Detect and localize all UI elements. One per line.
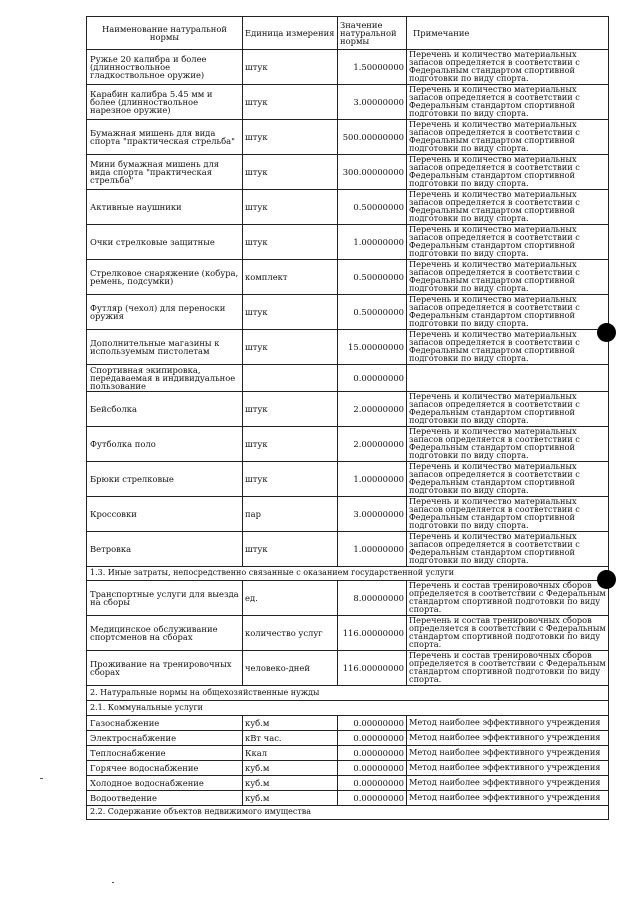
section-row: [87, 701, 609, 716]
table-row: [87, 225, 609, 260]
row-name: Спортивная экипировка, передаваемая в индивидуальное пользование: [87, 365, 243, 392]
row-note: [407, 365, 609, 392]
row-name: Бумажная мишень для вида спорта "практическая стрельба": [87, 120, 243, 155]
table-row: [87, 776, 609, 791]
table-row: [87, 581, 609, 616]
punch-hole-bottom: [597, 570, 616, 589]
row-unit: куб.м: [243, 716, 338, 731]
table-header-row: [87, 17, 609, 50]
row-value: 0.50000000: [338, 260, 407, 295]
row-value: 15.00000000: [338, 330, 407, 365]
table-row: [87, 85, 609, 120]
row-unit: штук: [243, 50, 338, 85]
row-note: Перечень и количество материальных запасов определяется в соответствии с Федеральным стандартом спортивной подготовки по виду спорта.: [407, 50, 609, 85]
row-value: 3.00000000: [338, 497, 407, 532]
row-value: 0.00000000: [338, 746, 407, 761]
table-row: [87, 155, 609, 190]
row-value: 0.00000000: [338, 761, 407, 776]
row-note: Метод наиболее эффективного учреждения: [407, 716, 609, 731]
row-note: Перечень и количество материальных запасов определяется в соответствии с Федеральным стандартом спортивной подготовки по виду спорта.: [407, 427, 609, 462]
row-name: Очки стрелковые защитные: [87, 225, 243, 260]
row-note: Перечень и количество материальных запасов определяется в соответствии с Федеральным стандартом спортивной подготовки по виду спорта.: [407, 497, 609, 532]
row-unit: куб.м: [243, 761, 338, 776]
row-note: Перечень и количество материальных запасов определяется в соответствии с Федеральным стандартом спортивной подготовки по виду спорта.: [407, 392, 609, 427]
row-note: Перечень и количество материальных запасов определяется в соответствии с Федеральным стандартом спортивной подготовки по виду спорта.: [407, 462, 609, 497]
table-row: [87, 330, 609, 365]
row-value: 0.50000000: [338, 190, 407, 225]
row-note: Перечень и количество материальных запасов определяется в соответствии с Федеральным стандартом спортивной подготовки по виду спорта.: [407, 155, 609, 190]
row-note: Метод наиболее эффективного учреждения: [407, 776, 609, 791]
table-row: [87, 120, 609, 155]
row-value: 8.00000000: [338, 581, 407, 616]
row-value: 1.50000000: [338, 50, 407, 85]
row-note: Перечень и количество материальных запасов определяется в соответствии с Федеральным стандартом спортивной подготовки по виду спорта.: [407, 225, 609, 260]
row-value: 0.00000000: [338, 731, 407, 746]
row-value: 1.00000000: [338, 225, 407, 260]
row-unit: пар: [243, 497, 338, 532]
row-name: Мини бумажная мишень для вида спорта "практическая стрельба": [87, 155, 243, 190]
row-unit: количество услуг: [243, 616, 338, 651]
row-name: Водоотведение: [87, 791, 243, 806]
section-row: [87, 567, 609, 581]
row-unit: куб.м: [243, 776, 338, 791]
row-note: Перечень и количество материальных запасов определяется в соответствии с Федеральным стандартом спортивной подготовки по виду спорта.: [407, 190, 609, 225]
row-name: Горячее водоснабжение: [87, 761, 243, 776]
table-row: [87, 731, 609, 746]
row-note: Перечень и состав тренировочных сборов определяется в соответствии с Федеральным стандартом спортивной подготовки по виду спорта.: [407, 651, 609, 686]
row-value: 1.00000000: [338, 462, 407, 497]
table-row: [87, 190, 609, 225]
punch-hole-top: [597, 323, 616, 342]
row-value: 0.00000000: [338, 365, 407, 392]
row-unit: штук: [243, 190, 338, 225]
row-name: Транспортные услуги для выезда на сборы: [87, 581, 243, 616]
row-unit: штук: [243, 225, 338, 260]
row-note: Перечень и состав тренировочных сборов определяется в соответствии с Федеральным стандартом спортивной подготовки по виду спорта.: [407, 581, 609, 616]
row-unit: Ккал: [243, 746, 338, 761]
row-name: Медицинское обслуживание спортсменов на сборах: [87, 616, 243, 651]
scan-speck: [112, 882, 114, 883]
row-unit: штук: [243, 427, 338, 462]
row-unit: человеко-дней: [243, 651, 338, 686]
row-value: 0.00000000: [338, 776, 407, 791]
row-name: Теплоснабжение: [87, 746, 243, 761]
row-value: 2.00000000: [338, 392, 407, 427]
row-name: Ружье 20 калибра и более (длинноствольное гладкоствольное оружие): [87, 50, 243, 85]
row-note: Метод наиболее эффективного учреждения: [407, 791, 609, 806]
row-unit: штук: [243, 155, 338, 190]
row-note: Перечень и количество материальных запасов определяется в соответствии с Федеральным стандартом спортивной подготовки по виду спорта.: [407, 295, 609, 330]
row-note: Перечень и количество материальных запасов определяется в соответствии с Федеральным стандартом спортивной подготовки по виду спорта.: [407, 120, 609, 155]
row-name: Проживание на тренировочных сборах: [87, 651, 243, 686]
table-row: [87, 616, 609, 651]
row-unit: штук: [243, 392, 338, 427]
table-row: [87, 427, 609, 462]
row-value: 0.50000000: [338, 295, 407, 330]
row-unit: штук: [243, 330, 338, 365]
table-row: [87, 651, 609, 686]
header-unit: Единица измерения: [243, 17, 338, 50]
table-row: [87, 462, 609, 497]
section-1-3: 1.3. Иные затраты, непосредственно связанные с оказанием государственной услуги: [87, 567, 609, 581]
row-name: Электроснабжение: [87, 731, 243, 746]
row-unit: штук: [243, 462, 338, 497]
row-note: Перечень и количество материальных запасов определяется в соответствии с Федеральным стандартом спортивной подготовки по виду спорта.: [407, 85, 609, 120]
row-value: 116.00000000: [338, 616, 407, 651]
row-unit: штук: [243, 532, 338, 567]
row-unit: штук: [243, 295, 338, 330]
row-unit: штук: [243, 120, 338, 155]
row-name: Бейсболка: [87, 392, 243, 427]
table-row: [87, 295, 609, 330]
row-name: Карабин калибра 5.45 мм и более (длинноствольное нарезное оружие): [87, 85, 243, 120]
row-note: Метод наиболее эффективного учреждения: [407, 731, 609, 746]
row-name: Газоснабжение: [87, 716, 243, 731]
row-name: Футболка поло: [87, 427, 243, 462]
row-name: Активные наушники: [87, 190, 243, 225]
table-row: [87, 392, 609, 427]
norms-table: [86, 16, 609, 820]
table-row: [87, 716, 609, 731]
row-note: Метод наиболее эффективного учреждения: [407, 746, 609, 761]
table-row: [87, 761, 609, 776]
section-2: 2. Натуральные нормы на общехозяйственные нужды: [87, 686, 609, 701]
row-value: 3.00000000: [338, 85, 407, 120]
section-2-1: 2.1. Коммунальные услуги: [87, 701, 609, 716]
section-row: [87, 806, 609, 820]
row-name: Стрелковое снаряжение (кобура, ремень, подсумки): [87, 260, 243, 295]
table-row: [87, 746, 609, 761]
table-row: [87, 497, 609, 532]
row-value: 116.00000000: [338, 651, 407, 686]
table-row: [87, 260, 609, 295]
section-2-2: 2.2. Содержание объектов недвижимого имущества: [87, 806, 609, 820]
row-unit: куб.м: [243, 791, 338, 806]
table-row: [87, 50, 609, 85]
section-row: [87, 686, 609, 701]
table-row: [87, 791, 609, 806]
header-value: Значение натуральной нормы: [338, 17, 407, 50]
row-value: 1.00000000: [338, 532, 407, 567]
row-value: 0.00000000: [338, 716, 407, 731]
header-name: Наименование натуральной нормы: [87, 17, 243, 50]
row-unit: кВт час.: [243, 731, 338, 746]
row-name: Футляр (чехол) для переноски оружия: [87, 295, 243, 330]
row-value: 500.00000000: [338, 120, 407, 155]
row-value: 2.00000000: [338, 427, 407, 462]
row-name: Дополнительные магазины к используемым пистолетам: [87, 330, 243, 365]
header-note: Примечание: [407, 17, 609, 50]
row-value: 300.00000000: [338, 155, 407, 190]
scan-speck: [40, 778, 43, 779]
row-unit: [243, 365, 338, 392]
row-value: 0.00000000: [338, 791, 407, 806]
row-note: Перечень и количество материальных запасов определяется в соответствии с Федеральным стандартом спортивной подготовки по виду спорта.: [407, 532, 609, 567]
row-note: Перечень и количество материальных запасов определяется в соответствии с Федеральным стандартом спортивной подготовки по виду спорта.: [407, 330, 609, 365]
row-name: Ветровка: [87, 532, 243, 567]
row-name: Брюки стрелковые: [87, 462, 243, 497]
table-row: [87, 365, 609, 392]
row-name: Холодное водоснабжение: [87, 776, 243, 791]
row-unit: штук: [243, 85, 338, 120]
row-note: Перечень и количество материальных запасов определяется в соответствии с Федеральным стандартом спортивной подготовки по виду спорта.: [407, 260, 609, 295]
table-row: [87, 532, 609, 567]
row-unit: комплект: [243, 260, 338, 295]
row-name: Кроссовки: [87, 497, 243, 532]
row-unit: ед.: [243, 581, 338, 616]
row-note: Перечень и состав тренировочных сборов определяется в соответствии с Федеральным стандартом спортивной подготовки по виду спорта.: [407, 616, 609, 651]
row-note: Метод наиболее эффективного учреждения: [407, 761, 609, 776]
